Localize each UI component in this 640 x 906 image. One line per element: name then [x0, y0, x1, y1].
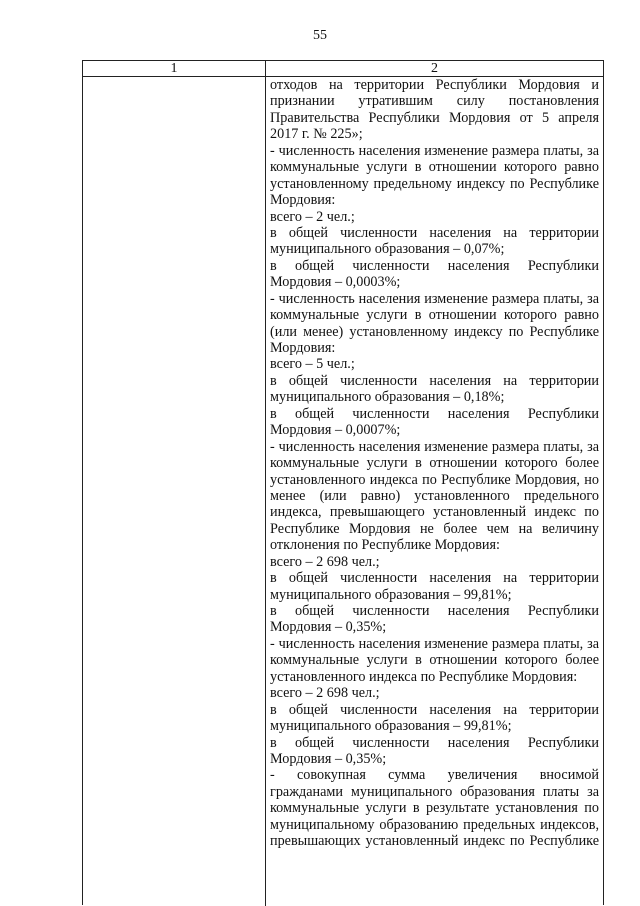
- text-line: - численность населения изменение размера платы, за: [270, 290, 599, 307]
- text-line: Республике Мордовия не более чем на величину: [270, 520, 599, 537]
- text-line: отходов на территории Республики Мордовия и: [270, 77, 599, 93]
- text-line: Мордовия – 0,35%;: [270, 750, 387, 767]
- text-line: - численность населения изменение размера платы, за: [270, 142, 599, 159]
- text-line: Правительства Республики Мордовия от 5 апреля: [270, 109, 599, 126]
- text-line: - численность населения изменение размера платы, за: [270, 438, 599, 455]
- column-header-2: 2: [431, 61, 438, 76]
- text-line: установленного индекса по Республике Мордовия:: [270, 668, 578, 685]
- text-line: Мордовия – 0,0003%;: [270, 274, 401, 291]
- text-line: муниципального образования – 0,18%;: [270, 389, 505, 406]
- text-line: в общей численности населения на территории: [270, 570, 599, 587]
- text-line: коммунальные услуги в отношении которого более: [270, 652, 599, 669]
- document-table: [82, 60, 604, 905]
- text-line: превышающих установленный индекс по Республике: [270, 833, 599, 850]
- text-line: (или менее) установленному индексу по Республике: [270, 323, 599, 340]
- text-line: муниципального образования – 0,07%;: [270, 241, 505, 258]
- column-2-text: [270, 77, 599, 850]
- text-line: Мордовия:: [270, 192, 336, 209]
- text-line: Мордовия – 0,35%;: [270, 619, 387, 636]
- text-line: в общей численности населения Республики: [270, 603, 599, 619]
- text-line: в общей численности населения на территории: [270, 224, 599, 241]
- text-line: признании утратившим силу постановления: [270, 93, 599, 110]
- text-line: - совокупная сумма увеличения вносимой: [270, 767, 599, 784]
- text-line: муниципального образования – 99,81%;: [270, 586, 512, 603]
- text-line: 2017 г. № 225»;: [270, 126, 363, 143]
- text-line: коммунальные услуги в отношении которого равно: [270, 159, 599, 176]
- column-header-1: 1: [170, 61, 178, 76]
- text-line: всего – 2 чел.;: [270, 208, 355, 225]
- text-line: Мордовия – 0,0007%;: [270, 422, 401, 439]
- text-line: всего – 2 698 чел.;: [270, 685, 380, 702]
- column-divider: [265, 61, 266, 906]
- text-line: муниципальному образованию предельных индексов,: [270, 816, 599, 833]
- text-line: установленного индекса по Республике Мордовия, но: [270, 471, 599, 488]
- page-number: 55: [313, 28, 327, 43]
- text-line: гражданами муниципального образования платы за: [270, 783, 599, 800]
- text-line: муниципального образования – 99,81%;: [270, 718, 512, 735]
- text-line: отклонения по Республике Мордовия:: [270, 537, 500, 554]
- text-line: в общей численности населения на территории: [270, 701, 599, 718]
- text-line: Мордовия:: [270, 340, 336, 356]
- text-line: в общей численности населения Республики: [270, 405, 599, 422]
- text-line: установленному предельному индексу по Республике: [270, 175, 599, 192]
- text-line: коммунальные услуги в отношении которого более: [270, 455, 599, 472]
- text-line: индекса, превышающего установленный индекс по: [270, 504, 599, 521]
- text-line: коммунальные услуги в отношении которого равно: [270, 307, 599, 324]
- text-line: в общей численности населения на территории: [270, 372, 599, 389]
- text-line: - численность населения изменение размера платы, за: [270, 635, 599, 652]
- text-line: менее (или равно) установленного предельного: [270, 487, 599, 504]
- text-line: коммунальные услуги в результате установления по: [270, 800, 599, 817]
- text-line: в общей численности населения Республики: [270, 257, 599, 274]
- text-line: всего – 5 чел.;: [270, 356, 355, 373]
- table-header-row: [83, 61, 603, 77]
- text-line: всего – 2 698 чел.;: [270, 553, 380, 570]
- text-line: в общей численности населения Республики: [270, 734, 599, 751]
